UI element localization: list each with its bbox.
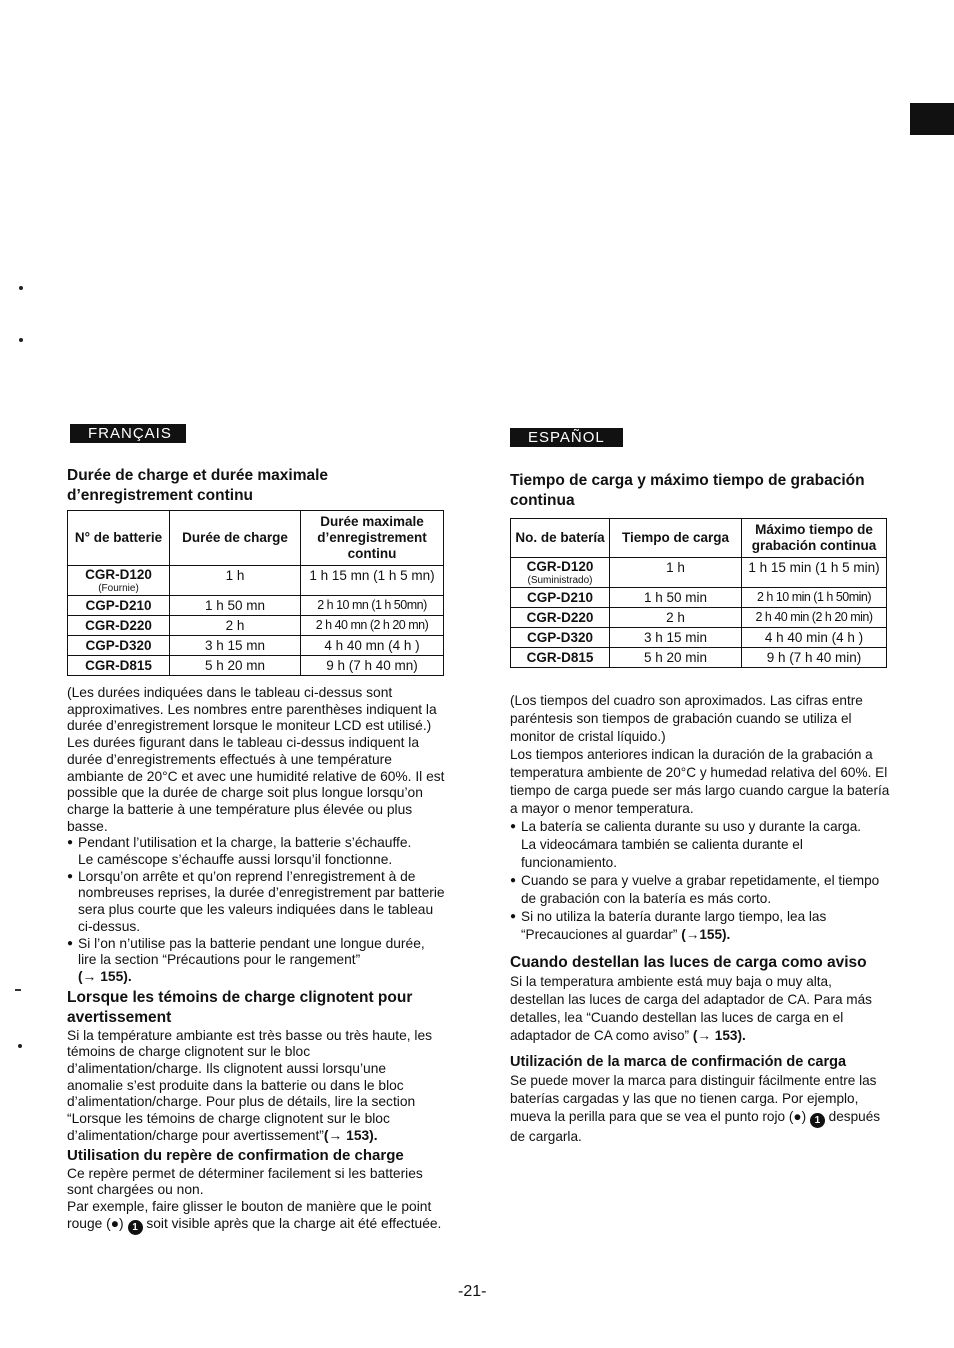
scan-speck — [18, 1044, 22, 1048]
page-reference: (→ 153). — [692, 1028, 746, 1043]
page-edge-tab — [910, 103, 954, 135]
subsection-title: Utilización de la marca de confirmación de carga — [510, 1054, 847, 1070]
battery-model: CGR-D220 — [511, 608, 610, 628]
conditions-paragraph: Les durées figurant dans le tableau ci-dessus indiquent la durée d’enregistrements effectués à une température ambiante de 20°C et avec une humidité relative de 60%. Il est possible que la durée de charge soit plus longue lorsqu’on charge la batterie à une température plus élevée ou plus basse. — [67, 735, 445, 834]
list-item: ● Lorsqu’on arrête et qu’on reprend l’enregistrement à de nombreuses reprises, la durée d’enregistrement par batterie sera plus courte que les valeurs indiquées dans le tableau ci-dessus. — [67, 869, 445, 936]
max-recording-time: 9 h (7 h 40 min) — [742, 648, 887, 668]
battery-model: CGR-D120 (Fournie) — [68, 566, 170, 596]
battery-model: CGR-D120 (Suministrado) — [511, 558, 610, 588]
list-item: ● Cuando se para y vuelve a grabar repetidamente, el tiempo de grabación con la batería es más corto. — [510, 872, 890, 908]
list-item: ● Si no utiliza la batería durante largo tiempo, lea las “Precauciones al guardar” (→155). — [510, 908, 890, 944]
page-number: -21- — [458, 1283, 487, 1300]
max-recording-time: 1 h 15 min (1 h 5 min) — [742, 558, 887, 588]
charge-time: 1 h — [610, 558, 742, 588]
max-recording-time: 9 h (7 h 40 mn) — [301, 656, 444, 676]
charge-time-table — [510, 518, 887, 668]
scan-speck — [19, 338, 23, 342]
confirmation-paragraph: Se puede mover la marca para distinguir fácilmente entre las baterías cargadas y las que no tienen carga. Por ejemplo, mueva la perilla para que se vea el punto rojo (●) 1 después de cargarla. — [510, 1073, 881, 1144]
max-recording-time: 2 h 10 mn (1 h 50mn) — [301, 596, 444, 616]
battery-model: CGR-D815 — [68, 656, 170, 676]
column-header: No. de batería — [511, 519, 610, 558]
table-row — [68, 566, 444, 596]
list-item: ● Pendant l’utilisation et la charge, la batterie s’échauffe. Le caméscope s’échauffe aussi lorsqu’il fonctionne. — [67, 835, 445, 868]
column-header: Máximo tiempo de grabación continua — [742, 519, 887, 558]
supplied-note: (Suministrado) — [527, 575, 593, 586]
supplied-note: (Fournie) — [98, 583, 139, 594]
max-recording-time: 1 h 15 mn (1 h 5 mn) — [301, 566, 444, 596]
section-title: Durée de charge et durée maximale d’enregistrement continu — [67, 467, 329, 504]
subsection-title: Cuando destellan las luces de carga como aviso — [510, 954, 867, 971]
max-recording-time: 2 h 40 mn (2 h 20 mn) — [301, 616, 444, 636]
charge-time: 5 h 20 min — [610, 648, 742, 668]
section-title: Tiempo de carga y máximo tiempo de grabación continua — [510, 472, 865, 509]
list-item: ● Si l’on n’utilise pas la batterie pendant une longue durée, lire la section “Précautions pour le rangement” (→ 155). — [67, 936, 445, 986]
subsection-title: Utilisation du repère de confirmation de charge — [67, 1146, 404, 1164]
table-row — [511, 648, 887, 668]
language-label: ESPAÑOL — [510, 428, 623, 447]
number-one-icon: 1 — [810, 1113, 825, 1128]
battery-model: CGR-D220 — [68, 616, 170, 636]
bullet-list — [67, 835, 445, 985]
warning-paragraph: Si la température ambiante est très basse ou très haute, les témoins de charge clignotent sur le bloc d’alimentation/charge. Ils clignotent aussi lorsqu’une anomalie s’est produite dans la batterie ou dans le bloc d’alimentation/charge. Pour plus de détails, lire la section “Lorsque les témoins de charge clignotent sur le bloc d’alimentation/charge pour avertissement”(→ 153). — [67, 1027, 433, 1143]
column-header: Durée maximale d’enregistrement continu — [301, 511, 444, 566]
table-row — [511, 608, 887, 628]
max-recording-time: 2 h 10 min (1 h 50min) — [742, 588, 887, 608]
charge-time: 3 h 15 min — [610, 628, 742, 648]
column-header: Durée de charge — [170, 511, 301, 566]
scan-speck — [15, 989, 21, 991]
table-row — [511, 588, 887, 608]
page-reference: (→155). — [681, 927, 731, 942]
page-reference: (→ 155). — [78, 968, 132, 984]
bullet-list — [510, 818, 890, 944]
table-note: (Los tiempos del cuadro son aproximados. Las cifras entre paréntesis son tiempos de grabación cuando se utiliza el monitor de cristal líquido.) — [510, 693, 863, 744]
charge-time: 5 h 20 mn — [170, 656, 301, 676]
battery-model: CGP-D320 — [511, 628, 610, 648]
charge-time: 1 h 50 mn — [170, 596, 301, 616]
table-row — [511, 558, 887, 588]
subsection-title: Lorsque les témoins de charge clignotent pour avertissement — [67, 988, 413, 1026]
table-row — [68, 596, 444, 616]
confirmation-paragraph: Ce repère permet de déterminer facilement si les batteries sont chargées ou non. — [67, 1165, 423, 1198]
table-row — [511, 628, 887, 648]
charge-time: 1 h — [170, 566, 301, 596]
table-note: (Les durées indiquées dans le tableau ci-dessus sont approximatives. Les nombres entre parenthèses indiquent la durée d’enregistrement lorsque le moniteur LCD est utilisé.) — [67, 685, 437, 734]
table-header-row — [68, 511, 444, 566]
spanish-column — [510, 428, 890, 1146]
column-header: Tiempo de carga — [610, 519, 742, 558]
battery-model: CGR-D815 — [511, 648, 610, 668]
list-item: ● La batería se calienta durante su uso y durante la carga. La videocámara también se calienta durante el funcionamiento. — [510, 818, 890, 872]
column-header: N° de batterie — [68, 511, 170, 566]
battery-model: CGP-D210 — [68, 596, 170, 616]
table-header-row — [511, 519, 887, 558]
conditions-paragraph: Los tiempos anteriores indican la duración de la grabación a temperatura ambiente de 20°C y humedad relativa del 60%. El tiempo de carga puede ser más largo cuando cargue la batería a mayor o menor temperatura. — [510, 747, 890, 816]
max-recording-time: 2 h 40 min (2 h 20 min) — [742, 608, 887, 628]
table-row — [68, 616, 444, 636]
page-reference: (→ 153). — [323, 1127, 378, 1143]
charge-time: 3 h 15 mn — [170, 636, 301, 656]
french-column — [67, 424, 445, 1235]
max-recording-time: 4 h 40 min (4 h ) — [742, 628, 887, 648]
charge-time: 2 h — [170, 616, 301, 636]
number-one-icon: 1 — [128, 1220, 143, 1235]
charge-time-table — [67, 510, 444, 676]
battery-model: CGP-D210 — [511, 588, 610, 608]
charge-time: 1 h 50 min — [610, 588, 742, 608]
scan-speck — [19, 286, 23, 290]
battery-model: CGP-D320 — [68, 636, 170, 656]
table-row — [68, 656, 444, 676]
table-row — [68, 636, 444, 656]
language-label: FRANÇAIS — [70, 424, 186, 443]
example-paragraph: Par exemple, faire glisser le bouton de manière que le point rouge (●) 1 soit visible après que la charge ait été effectuée. — [67, 1198, 442, 1233]
max-recording-time: 4 h 40 mn (4 h ) — [301, 636, 444, 656]
warning-paragraph: Si la temperatura ambiente está muy baja o muy alta, destellan las luces de carga del adaptador de CA. Para más detalles, lea “Cuando destellan las luces de carga en el adaptador de CA como aviso” (→ 153). — [510, 974, 872, 1043]
charge-time: 2 h — [610, 608, 742, 628]
